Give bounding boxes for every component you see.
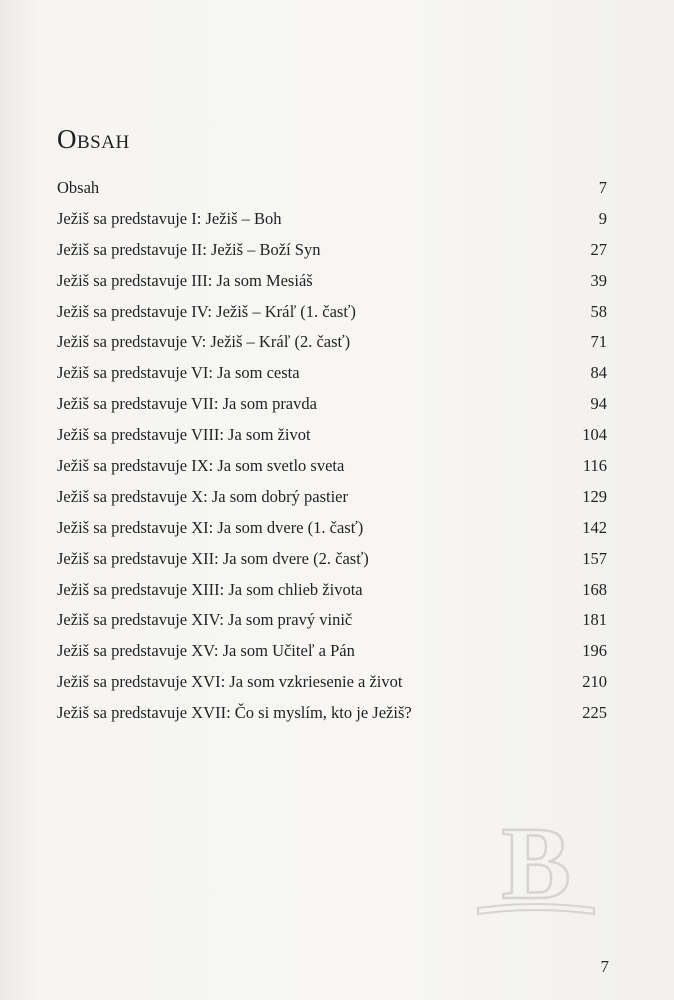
toc-entry-page: 9 [598,208,607,228]
toc-entry [57,580,607,611]
toc-entry-page: 39 [590,270,607,290]
toc-entry-label: Ježiš sa predstavuje V: Ježiš – Kráľ (2. časť) [57,332,351,352]
toc-entry-label: Ježiš sa predstavuje IV: Ježiš – Kráľ (1. časť) [57,301,356,321]
toc-entry-page: 27 [590,239,607,259]
toc-entry-label: Ježiš sa predstavuje VIII: Ja som život [57,425,311,445]
toc-entry [57,394,607,425]
toc-entry-label: Ježiš sa predstavuje XIII: Ja som chlieb života [57,579,363,599]
toc-entry-label: Ježiš sa predstavuje X: Ja som dobrý pastier [57,486,348,506]
toc-entry-label: Ježiš sa predstavuje IX: Ja som svetlo sveta [57,456,345,476]
toc-entry [57,641,607,672]
toc-entry-page: 168 [582,579,607,599]
toc-entry [57,271,607,302]
toc-entry [57,672,607,703]
toc-entry-page: 84 [590,363,607,383]
toc-entry [57,549,607,580]
toc-entry-label: Ježiš sa predstavuje XVII: Čo si myslím, kto je Ježiš? [57,703,412,723]
toc-entry [57,610,607,641]
toc-entry [57,456,607,487]
toc-entry [57,425,607,456]
toc-entry-page: 94 [590,394,607,414]
page-title: Obsah [57,124,130,154]
toc-entry [57,487,607,518]
toc-entry [57,518,607,549]
toc-entry-label: Ježiš sa predstavuje VI: Ja som cesta [57,363,300,383]
page-number: 7 [600,957,609,976]
toc-entry-label: Ježiš sa predstavuje I: Ježiš – Boh [57,208,282,228]
toc-entry-label: Ježiš sa predstavuje XI: Ja som dvere (1. časť) [57,517,364,537]
toc-entry-label: Ježiš sa predstavuje II: Ježiš – Boží Syn [57,239,321,259]
toc-entry-page: 196 [582,641,607,661]
toc-entry [57,178,607,209]
toc-entry-page: 157 [582,548,607,568]
toc-entry [57,363,607,394]
toc-entry-page: 142 [582,517,607,537]
toc-entry-label: Ježiš sa predstavuje XVI: Ja som vzkriesenie a život [57,672,403,692]
toc-entry [57,240,607,271]
toc-entry-page: 104 [582,425,607,445]
toc-entry-label: Ježiš sa predstavuje III: Ja som Mesiáš [57,270,313,290]
publisher-logo-icon [472,808,600,918]
toc-entry-page: 7 [598,178,607,197]
table-of-contents [57,178,607,734]
toc-entry-page: 58 [590,301,607,321]
toc-entry-page: 71 [590,332,607,352]
toc-entry [57,302,607,333]
watermark-letter: B [501,808,571,918]
toc-entry-page: 210 [582,672,607,692]
toc-entry-label: Ježiš sa predstavuje VII: Ja som pravda [57,394,317,414]
toc-entry [57,703,607,734]
toc-entry-label: Ježiš sa predstavuje XIV: Ja som pravý vinič [57,610,353,630]
toc-entry-page: 129 [582,486,607,506]
toc-entry-label: Ježiš sa predstavuje XV: Ja som Učiteľ a Pán [57,641,355,661]
toc-entry-label: Ježiš sa predstavuje XII: Ja som dvere (2. časť) [57,548,369,568]
toc-entry [57,332,607,363]
toc-entry [57,209,607,240]
toc-entry-label: Obsah [57,178,100,197]
toc-entry-page: 181 [582,610,607,630]
toc-entry-page: 225 [582,703,607,723]
toc-entry-page: 116 [582,456,607,476]
